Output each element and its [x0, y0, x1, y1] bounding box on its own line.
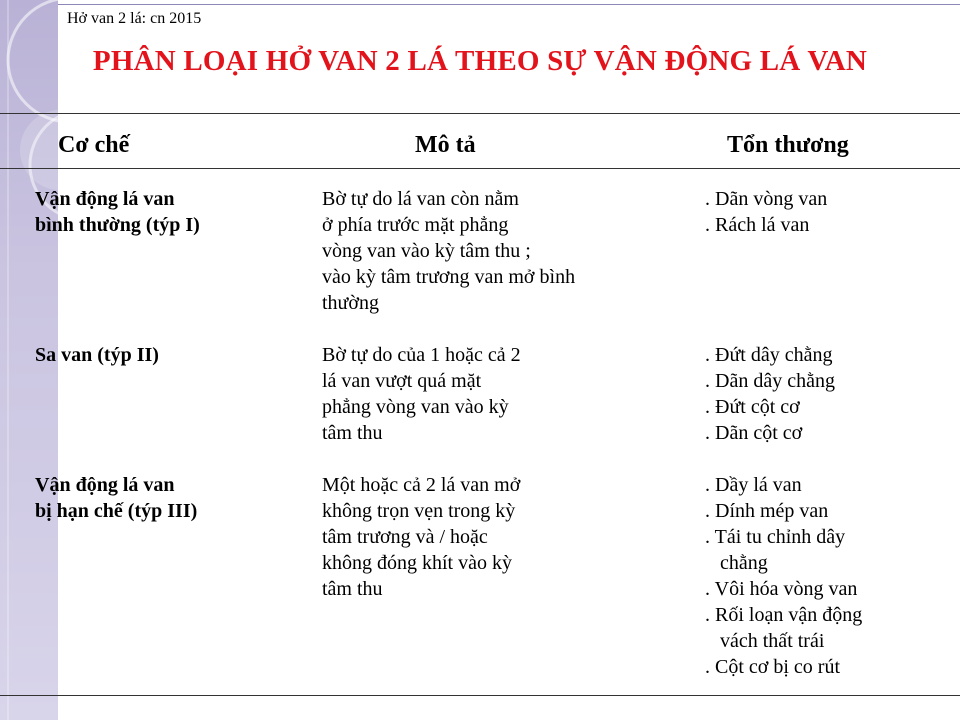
lesion-line: . Dầy lá van [705, 474, 802, 496]
lesion-line: vách thất trái [705, 630, 825, 652]
lesion-line: . Tái tu chỉnh dây [705, 526, 846, 548]
description-line: lá van vượt quá mặt [322, 370, 482, 392]
table-header-rule [0, 168, 960, 169]
table-row [35, 342, 159, 368]
lesion-line: . Dãn vòng van [705, 188, 828, 210]
table-bottom-rule [0, 695, 960, 696]
mechanism-line: Vận động lá van [35, 188, 175, 210]
lesion-line: . Rách lá van [705, 214, 810, 236]
lesion-line: . Rối loạn vận động [705, 604, 863, 626]
description-cell [322, 472, 520, 602]
lesion-cell [705, 472, 862, 680]
table-top-rule [0, 113, 960, 114]
description-line: Bờ tự do lá van còn nằm [322, 188, 519, 210]
lesion-line: . Vôi hóa vòng van [705, 578, 858, 600]
description-cell [322, 186, 575, 316]
description-line: tâm trương và / hoặc [322, 526, 488, 548]
lesion-line: . Cột cơ bị co rút [705, 656, 840, 678]
column-header-mechanism: Cơ chế [58, 132, 130, 158]
description-line: vòng van vào kỳ tâm thu ; [322, 240, 531, 262]
description-line: tâm thu [322, 578, 383, 600]
lesion-cell [705, 186, 827, 238]
description-line: Một hoặc cả 2 lá van mở [322, 474, 521, 496]
lesion-cell [705, 342, 835, 446]
description-line: Bờ tự do của 1 hoặc cả 2 [322, 344, 521, 366]
column-header-lesion: Tổn thương [727, 132, 849, 158]
lesion-line: . Dãn cột cơ [705, 422, 803, 444]
description-line: phẳng vòng van vào kỳ [322, 396, 509, 418]
lesion-line: . Dính mép van [705, 500, 829, 522]
table-row [35, 472, 197, 524]
lesion-line: . Đứt dây chằng [705, 344, 833, 366]
mechanism-line: bình thường (týp I) [35, 214, 200, 236]
slide-title: PHÂN LOẠI HỞ VAN 2 LÁ THEO SỰ VẬN ĐỘNG LÁ VAN [92, 45, 868, 77]
description-line: tâm thu [322, 422, 383, 444]
lesion-line: . Đứt cột cơ [705, 396, 800, 418]
lesion-line: chằng [705, 552, 768, 574]
description-line: thường [322, 292, 379, 314]
description-line: không trọn vẹn trong kỳ [322, 500, 516, 522]
mechanism-line: Sa van (týp II) [35, 344, 159, 366]
description-line: vào kỳ tâm trương van mở bình [322, 266, 576, 288]
description-line: ở phía trước mặt phẳng [322, 214, 509, 236]
mechanism-line: bị hạn chế (týp III) [35, 500, 198, 522]
header-note: Hở van 2 lá: cn 2015 [67, 10, 202, 27]
top-rule [58, 4, 960, 5]
mechanism-line: Vận động lá van [35, 474, 175, 496]
description-line: không đóng khít vào kỳ [322, 552, 512, 574]
description-cell [322, 342, 521, 446]
table-row [35, 186, 200, 238]
column-header-description: Mô tả [415, 132, 476, 158]
lesion-line: . Dãn dây chằng [705, 370, 835, 392]
